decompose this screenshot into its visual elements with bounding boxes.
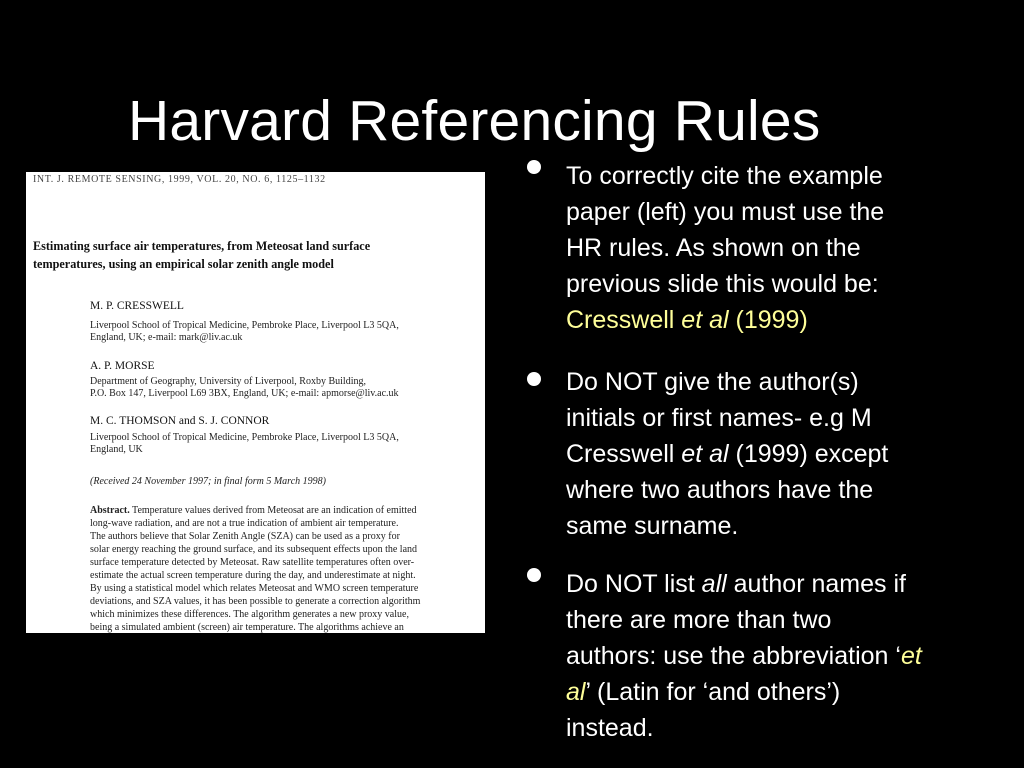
paper-journal: INT. J. REMOTE SENSING, 1999, VOL. 20, NO. 6, 1125–1132 [33, 174, 326, 185]
bullet-3-line: authors: use the abbreviation ‘et [566, 642, 922, 670]
bullet-3-line: there are more than two [566, 606, 832, 634]
citation-example: Cresswell et al (1999) [566, 306, 808, 334]
bullet-2-line: Do NOT give the author(s) [566, 368, 859, 396]
paper-abstract-line: being a simulated ambient (screen) air temperature. The algorithms achieve an [90, 622, 404, 633]
paper-author-1: M. P. CRESSWELL [90, 300, 184, 312]
paper-received: (Received 24 November 1997; in final form 5 March 1998) [90, 476, 326, 487]
paper-affiliation-2a: Department of Geography, University of Liverpool, Roxby Building, [90, 376, 366, 387]
paper-affiliation-3b: England, UK [90, 444, 143, 455]
paper-abstract-line: Abstract. Temperature values derived from Meteosat are an indication of emitted [90, 505, 417, 516]
paper-abstract-line: deviations, and SZA values, it has been possible to generate a correction algorithm [90, 596, 421, 607]
paper-thumbnail [26, 172, 485, 633]
bullet-1-line: To correctly cite the example [566, 162, 883, 190]
paper-author-2: A. P. MORSE [90, 360, 155, 372]
bullet-1-line: paper (left) you must use the [566, 198, 885, 226]
paper-abstract-line: estimate the actual screen temperature during the day, and underestimate at night. [90, 570, 416, 581]
bullet-2-line: Cresswell et al (1999) except [566, 440, 889, 468]
paper-abstract-line: solar energy reaching the ground surface, and its subsequent effects upon the land [90, 544, 418, 555]
bullet-3-line: instead. [566, 714, 654, 742]
paper-author-3: M. C. THOMSON and S. J. CONNOR [90, 415, 270, 427]
bullet-1-line: HR rules. As shown on the [566, 234, 861, 262]
paper-affiliation-3a: Liverpool School of Tropical Medicine, Pembroke Place, Liverpool L3 5QA, [90, 432, 399, 443]
paper-affiliation-2b: P.O. Box 147, Liverpool L69 3BX, England, UK; e-mail: apmorse@liv.ac.uk [90, 388, 399, 399]
bullet-2-line: same surname. [566, 512, 739, 540]
paper-abstract-line: By using a statistical model which relates Meteosat and WMO screen temperature [90, 583, 419, 594]
bullet-1 [566, 158, 1006, 338]
bullet-dot-icon [527, 568, 541, 582]
bullet-2-line: initials or first names- e.g M [566, 404, 872, 432]
paper-affiliation-1a: Liverpool School of Tropical Medicine, Pembroke Place, Liverpool L3 5QA, [90, 320, 399, 331]
paper-title-line2: temperatures, using an empirical solar zenith angle model [33, 257, 334, 271]
paper-abstract-line: The authors believe that Solar Zenith Angle (SZA) can be used as a proxy for [90, 531, 400, 542]
bullet-3-line: Do NOT list all author names if [566, 570, 906, 598]
bullet-2 [566, 364, 1006, 544]
bullet-1-line: previous slide this would be: [566, 270, 879, 298]
bullet-dot-icon [527, 372, 541, 386]
paper-abstract-line: surface temperature detected by Meteosat. Raw satellite temperatures often over- [90, 557, 415, 568]
bullet-3 [566, 566, 1006, 746]
paper-affiliation-1b: England, UK; e-mail: mark@liv.ac.uk [90, 332, 243, 343]
paper-abstract-line: long-wave radiation, and are not a true indication of ambient air temperature. [90, 518, 399, 529]
paper-abstract-label: Abstract. [90, 505, 130, 516]
bullet-3-line: al’ (Latin for ‘and others’) [566, 678, 841, 706]
bullet-2-line: where two authors have the [566, 476, 874, 504]
bullet-dot-icon [527, 160, 541, 174]
paper-abstract-line: which minimizes these differences. The algorithm generates a new proxy value, [90, 609, 409, 620]
slide-title: Harvard Referencing Rules [128, 89, 821, 153]
paper-title-line1: Estimating surface air temperatures, from Meteosat land surface [33, 239, 371, 253]
